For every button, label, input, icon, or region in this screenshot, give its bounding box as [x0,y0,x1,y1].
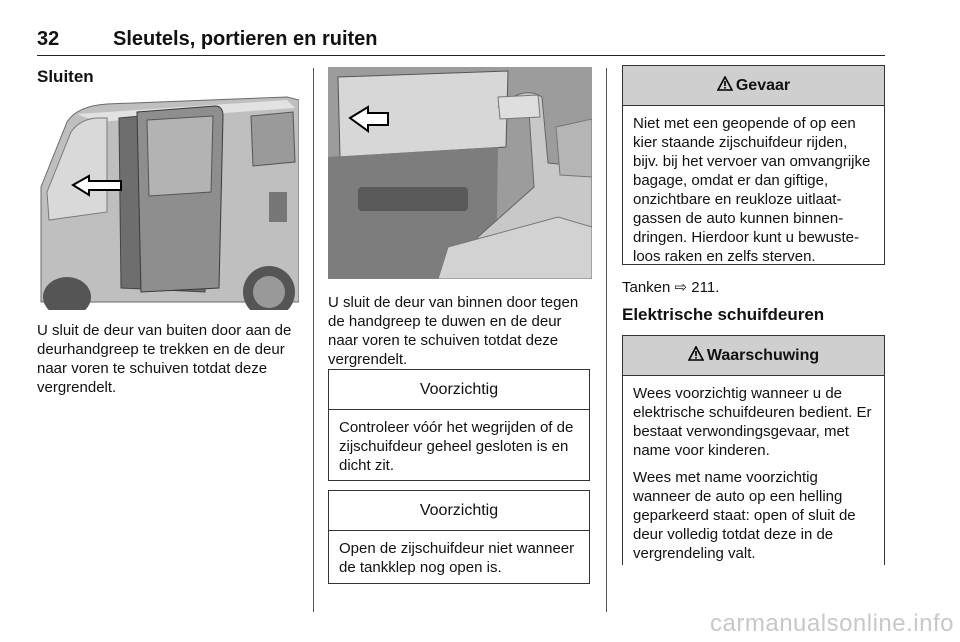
danger-title: Gevaar [735,76,791,94]
caution-text-2: Open de zijschuifdeur niet wanneer de tankklep nog open is. [339,540,575,576]
warning-text [623,376,884,569]
warning-paragraph-2: Wees met name voorzichtig wanneer de auto op een helling geparkeerd staat: open of sluit de deur volledig totdat deze in de vergrendeling valt. [633,469,856,562]
page-header [37,28,885,52]
caption-interior: U sluit de deur van binnen door tegen de handgreep te duwen en de deur naar voren te schuiven totdat deze vergrendelt. [328,294,579,368]
caution-box-1 [328,369,590,481]
page-number: 32 [37,28,60,50]
danger-text: Niet met een geopende of op een kier staande zijschuifdeur rijden, bijv. bij het vervoer van omvangrijke bagage, omdat er dan giftige, onzichtbare en reukloze uitlaatgassen de auto kunnen binnendringen. Hierdoor kunt u bewusteloos raken en zelfs sterven. [633,115,871,265]
column-divider-2 [606,68,607,612]
caution-box-2 [328,490,590,584]
warning-title: Waarschuwing [706,346,820,364]
section-heading-sluiten: Sluiten [37,67,94,86]
caution-title-2: Voorzichtig [329,491,589,531]
van-interior-illustration [328,67,592,279]
header-divider [37,55,885,56]
warning-triangle-icon [688,346,704,366]
danger-box [622,65,885,265]
warning-triangle-icon [717,76,733,96]
section-heading-elektrische-schuifdeuren: Elektrische schuifdeuren [622,305,825,324]
reference-arrow-icon: ⇨ [674,279,688,296]
reference-tanken [622,278,719,297]
warning-box [622,335,885,565]
van-exterior-illustration [37,92,299,310]
caution-title-1: Voorzichtig [329,370,589,410]
reference-page: 211. [691,279,720,296]
danger-header [623,66,884,106]
caution-text-1: Controleer vóór het wegrijden of de zijschuifdeur geheel gesloten is en dicht zit. [339,419,574,474]
caption-exterior: U sluit de deur van buiten door aan de deurhandgreep te trekken en de deur naar voren te schuiven totdat deze vergrendelt. [37,322,292,396]
reference-label: Tanken [622,279,671,296]
column-divider-1 [313,68,314,612]
page-title: Sleutels, portieren en ruiten [113,28,378,50]
warning-paragraph-1: Wees voorzichtig wanneer u de elektrische schuifdeuren bedient. Er bestaat verwondingsgevaar, met name voor kinderen. [633,385,872,459]
watermark: carmanualsonline.info [710,610,954,637]
warning-header [623,336,884,376]
